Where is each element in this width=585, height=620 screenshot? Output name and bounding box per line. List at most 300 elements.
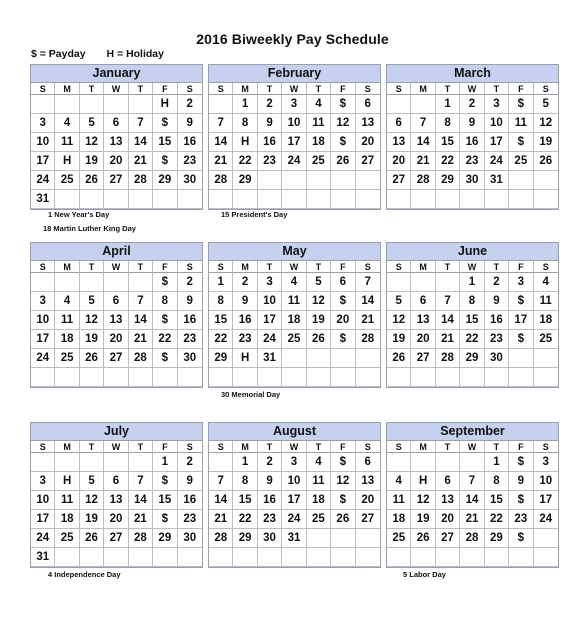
day-cell (55, 95, 79, 114)
weekday-label: F (331, 441, 355, 453)
day-cell (436, 190, 460, 209)
day-cell: 7 (129, 292, 153, 311)
day-cell (307, 349, 331, 368)
day-cell: 13 (356, 472, 380, 491)
week-row (31, 292, 202, 311)
day-cell: 22 (209, 330, 233, 349)
day-cell (129, 273, 153, 292)
day-cell: 15 (153, 491, 177, 510)
month-march (386, 64, 559, 210)
day-cell: 4 (387, 472, 411, 491)
day-cell: 30 (178, 171, 202, 190)
day-cell (307, 548, 331, 567)
day-cell (387, 273, 411, 292)
weekday-label: M (233, 441, 257, 453)
day-cell (80, 548, 104, 567)
weekday-label: T (436, 83, 460, 95)
weekday-label: F (509, 261, 533, 273)
weekday-label: W (104, 261, 128, 273)
weekday-label: F (153, 83, 177, 95)
day-cell: 12 (80, 133, 104, 152)
day-cell: 21 (129, 152, 153, 171)
weekday-label: T (436, 441, 460, 453)
day-cell: 23 (178, 330, 202, 349)
day-cell (104, 368, 128, 387)
day-cell: 14 (356, 292, 380, 311)
day-cell: 21 (411, 152, 435, 171)
day-cell (104, 453, 128, 472)
day-cell: 3 (282, 95, 306, 114)
day-cell: 9 (509, 472, 533, 491)
day-cell: 24 (282, 510, 306, 529)
day-cell: 11 (282, 292, 306, 311)
day-cell: 6 (411, 292, 435, 311)
day-cell: 29 (209, 349, 233, 368)
day-cell: 14 (129, 311, 153, 330)
payday-cell: $ (331, 133, 355, 152)
day-cell (534, 529, 558, 548)
weekday-label: S (356, 261, 380, 273)
weekday-label: M (411, 83, 435, 95)
weekday-label: W (104, 83, 128, 95)
holiday-note: 18 Martin Luther King Day (43, 224, 136, 233)
day-cell: 23 (509, 510, 533, 529)
day-cell: 5 (307, 273, 331, 292)
day-cell: 26 (80, 349, 104, 368)
day-cell: 20 (331, 311, 355, 330)
weekday-label: S (534, 261, 558, 273)
day-cell: 7 (129, 114, 153, 133)
week-row (31, 133, 202, 152)
day-cell (233, 368, 257, 387)
day-cell: 27 (104, 529, 128, 548)
day-cell: 4 (307, 453, 331, 472)
day-cell (387, 368, 411, 387)
day-cell: 9 (258, 114, 282, 133)
month-january (30, 64, 203, 210)
day-cell (411, 368, 435, 387)
week-row (31, 529, 202, 548)
day-cell (80, 273, 104, 292)
day-cell: 29 (436, 171, 460, 190)
week-row (31, 273, 202, 292)
weekday-label: T (129, 83, 153, 95)
week-row (31, 368, 202, 387)
day-cell: 10 (534, 472, 558, 491)
weekday-label: S (387, 261, 411, 273)
day-cell: 26 (411, 529, 435, 548)
payday-cell: $ (331, 292, 355, 311)
week-row (209, 152, 380, 171)
day-cell: 13 (387, 133, 411, 152)
payday-cell: $ (509, 491, 533, 510)
weekday-label: M (55, 83, 79, 95)
day-cell (80, 453, 104, 472)
day-cell: 17 (282, 133, 306, 152)
day-cell: 20 (104, 152, 128, 171)
weekday-label: M (233, 261, 257, 273)
week-row (31, 171, 202, 190)
day-cell: 8 (436, 114, 460, 133)
month-header: February (209, 65, 380, 83)
day-cell (460, 453, 484, 472)
day-cell: 21 (129, 330, 153, 349)
day-cell: 28 (129, 171, 153, 190)
weekday-label: T (80, 261, 104, 273)
day-cell: 25 (387, 529, 411, 548)
day-cell: 12 (331, 472, 355, 491)
day-cell: 15 (460, 311, 484, 330)
weekday-label: S (31, 441, 55, 453)
day-cell: 4 (55, 114, 79, 133)
day-cell (534, 349, 558, 368)
day-cell (178, 190, 202, 209)
week-row (209, 330, 380, 349)
day-cell: 9 (460, 114, 484, 133)
day-cell (307, 529, 331, 548)
month-header: January (31, 65, 202, 83)
weekday-label: S (178, 261, 202, 273)
day-cell: 6 (356, 453, 380, 472)
day-cell: 7 (460, 472, 484, 491)
day-cell: 8 (460, 292, 484, 311)
day-cell: 9 (178, 114, 202, 133)
day-cell: 31 (258, 349, 282, 368)
month-header: May (209, 243, 380, 261)
week-row (209, 472, 380, 491)
day-cell: 17 (509, 311, 533, 330)
day-cell: 25 (307, 510, 331, 529)
weekday-label: W (460, 441, 484, 453)
day-cell (356, 368, 380, 387)
day-cell (460, 368, 484, 387)
day-cell: 25 (55, 529, 79, 548)
weekday-label: S (534, 441, 558, 453)
day-cell (80, 190, 104, 209)
day-cell (411, 273, 435, 292)
day-cell: 13 (104, 133, 128, 152)
payday-cell: $ (153, 114, 177, 133)
day-cell: 11 (55, 133, 79, 152)
day-cell: 5 (387, 292, 411, 311)
weekday-label: T (258, 83, 282, 95)
payday-cell: $ (509, 453, 533, 472)
day-cell (258, 190, 282, 209)
day-cell: 27 (104, 171, 128, 190)
day-cell (534, 190, 558, 209)
week-row (387, 491, 558, 510)
day-cell (209, 548, 233, 567)
day-cell: 5 (534, 95, 558, 114)
month-september (386, 422, 559, 568)
holiday-cell: H (55, 152, 79, 171)
day-cell: 16 (178, 311, 202, 330)
day-cell: 29 (153, 529, 177, 548)
day-cell: 4 (282, 273, 306, 292)
day-cell: 10 (31, 491, 55, 510)
day-cell: 14 (129, 133, 153, 152)
day-cell: 8 (153, 292, 177, 311)
day-cell: 3 (31, 472, 55, 491)
day-cell: 29 (460, 349, 484, 368)
month-june (386, 242, 559, 388)
day-cell (55, 453, 79, 472)
weekday-label: T (80, 441, 104, 453)
day-cell: 28 (436, 349, 460, 368)
week-row (31, 349, 202, 368)
day-cell: 23 (233, 330, 257, 349)
day-cell: 25 (509, 152, 533, 171)
holiday-note: 1 New Year's Day (48, 210, 110, 219)
day-cell: 19 (80, 152, 104, 171)
weekday-header-row (31, 441, 202, 453)
day-cell: 27 (104, 349, 128, 368)
day-cell: 6 (331, 273, 355, 292)
weekday-label: S (209, 261, 233, 273)
day-cell: 16 (178, 491, 202, 510)
day-cell: 3 (509, 273, 533, 292)
day-cell: 2 (485, 273, 509, 292)
payday-cell: $ (153, 152, 177, 171)
day-cell: 16 (258, 133, 282, 152)
day-cell: 20 (411, 330, 435, 349)
day-cell (55, 368, 79, 387)
day-cell: 19 (307, 311, 331, 330)
week-row (209, 311, 380, 330)
weekday-label: T (436, 261, 460, 273)
day-cell: 30 (460, 171, 484, 190)
day-cell (331, 349, 355, 368)
day-cell (55, 273, 79, 292)
day-cell: 28 (356, 330, 380, 349)
weekday-header-row (209, 261, 380, 273)
day-cell: 18 (534, 311, 558, 330)
day-cell (258, 368, 282, 387)
day-cell: 15 (485, 491, 509, 510)
day-cell: 20 (436, 510, 460, 529)
month-header: July (31, 423, 202, 441)
day-cell: 2 (178, 95, 202, 114)
legend (31, 48, 182, 60)
week-row (387, 311, 558, 330)
legend-payday: $ = Payday (31, 48, 86, 60)
day-cell (387, 95, 411, 114)
day-cell (356, 529, 380, 548)
payday-cell: $ (509, 133, 533, 152)
weekday-label: T (258, 441, 282, 453)
day-cell: 16 (460, 133, 484, 152)
weekday-header-row (209, 441, 380, 453)
day-cell (485, 548, 509, 567)
holiday-note: 5 Labor Day (403, 570, 446, 579)
day-cell: 22 (233, 510, 257, 529)
day-cell (129, 548, 153, 567)
day-cell: 27 (436, 529, 460, 548)
weekday-label: T (485, 83, 509, 95)
week-row (209, 510, 380, 529)
day-cell (331, 171, 355, 190)
day-cell (31, 273, 55, 292)
day-cell (233, 190, 257, 209)
holiday-cell: H (411, 472, 435, 491)
day-cell: 19 (411, 510, 435, 529)
week-row (387, 548, 558, 567)
month-header: March (387, 65, 558, 83)
day-cell: 11 (387, 491, 411, 510)
month-july (30, 422, 203, 568)
week-row (387, 330, 558, 349)
day-cell: 28 (129, 349, 153, 368)
day-cell: 12 (80, 311, 104, 330)
day-cell: 19 (534, 133, 558, 152)
day-cell: 7 (411, 114, 435, 133)
day-cell: 4 (307, 95, 331, 114)
day-cell (178, 548, 202, 567)
day-cell (129, 453, 153, 472)
payday-cell: $ (153, 311, 177, 330)
day-cell: 10 (258, 292, 282, 311)
day-cell: 3 (485, 95, 509, 114)
day-cell (460, 190, 484, 209)
weekday-header-row (387, 261, 558, 273)
day-cell: 12 (387, 311, 411, 330)
day-cell: 20 (356, 133, 380, 152)
weekday-label: S (387, 83, 411, 95)
month-february (208, 64, 381, 210)
weekday-label: F (509, 83, 533, 95)
day-cell: 29 (233, 171, 257, 190)
day-cell: 17 (31, 330, 55, 349)
day-cell: 16 (258, 491, 282, 510)
month-header: June (387, 243, 558, 261)
day-cell: 23 (178, 510, 202, 529)
day-cell: 21 (356, 311, 380, 330)
day-cell: 1 (460, 273, 484, 292)
week-row (387, 95, 558, 114)
weekday-label: F (331, 261, 355, 273)
day-cell: 21 (460, 510, 484, 529)
week-row (387, 152, 558, 171)
day-cell: 18 (282, 311, 306, 330)
day-cell: 6 (104, 114, 128, 133)
payday-cell: $ (153, 349, 177, 368)
day-cell: 21 (209, 152, 233, 171)
weekday-label: F (153, 261, 177, 273)
weekday-label: T (129, 441, 153, 453)
day-cell (485, 368, 509, 387)
day-cell: 22 (436, 152, 460, 171)
day-cell: 4 (534, 273, 558, 292)
day-cell: 30 (178, 529, 202, 548)
day-cell: 1 (233, 95, 257, 114)
weekday-label: S (356, 441, 380, 453)
day-cell: 2 (178, 273, 202, 292)
week-row (209, 114, 380, 133)
day-cell: 8 (485, 472, 509, 491)
day-cell: 11 (509, 114, 533, 133)
weekday-label: W (460, 261, 484, 273)
day-cell: 3 (31, 292, 55, 311)
day-cell: 27 (411, 349, 435, 368)
day-cell: 22 (485, 510, 509, 529)
day-cell: 12 (534, 114, 558, 133)
day-cell (411, 190, 435, 209)
day-cell (534, 368, 558, 387)
weekday-label: W (104, 441, 128, 453)
day-cell: 18 (55, 330, 79, 349)
day-cell (436, 368, 460, 387)
week-row (209, 133, 380, 152)
week-row (209, 292, 380, 311)
day-cell: 18 (387, 510, 411, 529)
day-cell (387, 453, 411, 472)
week-row (31, 472, 202, 491)
day-cell (387, 190, 411, 209)
week-row (387, 292, 558, 311)
day-cell (485, 190, 509, 209)
week-row (209, 171, 380, 190)
day-cell (509, 368, 533, 387)
week-row (387, 510, 558, 529)
payday-cell: $ (331, 330, 355, 349)
weekday-header-row (209, 83, 380, 95)
day-cell: 4 (55, 292, 79, 311)
day-cell (209, 368, 233, 387)
weekday-label: T (307, 441, 331, 453)
day-cell: 10 (31, 311, 55, 330)
day-cell: 1 (209, 273, 233, 292)
day-cell (104, 190, 128, 209)
day-cell: 2 (460, 95, 484, 114)
weekday-label: S (356, 83, 380, 95)
day-cell: 14 (411, 133, 435, 152)
day-cell (436, 453, 460, 472)
day-cell (129, 95, 153, 114)
day-cell: 9 (178, 292, 202, 311)
weekday-label: T (258, 261, 282, 273)
weekday-header-row (387, 83, 558, 95)
week-row (387, 453, 558, 472)
payday-cell: $ (153, 510, 177, 529)
weekday-label: S (178, 441, 202, 453)
day-cell (282, 190, 306, 209)
day-cell: 20 (356, 491, 380, 510)
day-cell: 11 (307, 114, 331, 133)
day-cell: 18 (307, 491, 331, 510)
holiday-cell: H (233, 133, 257, 152)
day-cell (31, 453, 55, 472)
day-cell (178, 368, 202, 387)
month-august (208, 422, 381, 568)
day-cell: 8 (233, 114, 257, 133)
day-cell: 26 (387, 349, 411, 368)
day-cell (209, 95, 233, 114)
day-cell: 16 (178, 133, 202, 152)
day-cell (80, 95, 104, 114)
day-cell: 3 (258, 273, 282, 292)
day-cell: 22 (153, 330, 177, 349)
week-row (387, 368, 558, 387)
week-row (387, 190, 558, 209)
day-cell: 22 (233, 152, 257, 171)
day-cell (307, 368, 331, 387)
month-header: September (387, 423, 558, 441)
day-cell: 17 (258, 311, 282, 330)
day-cell: 26 (307, 330, 331, 349)
week-row (209, 95, 380, 114)
week-row (31, 453, 202, 472)
day-cell (104, 548, 128, 567)
